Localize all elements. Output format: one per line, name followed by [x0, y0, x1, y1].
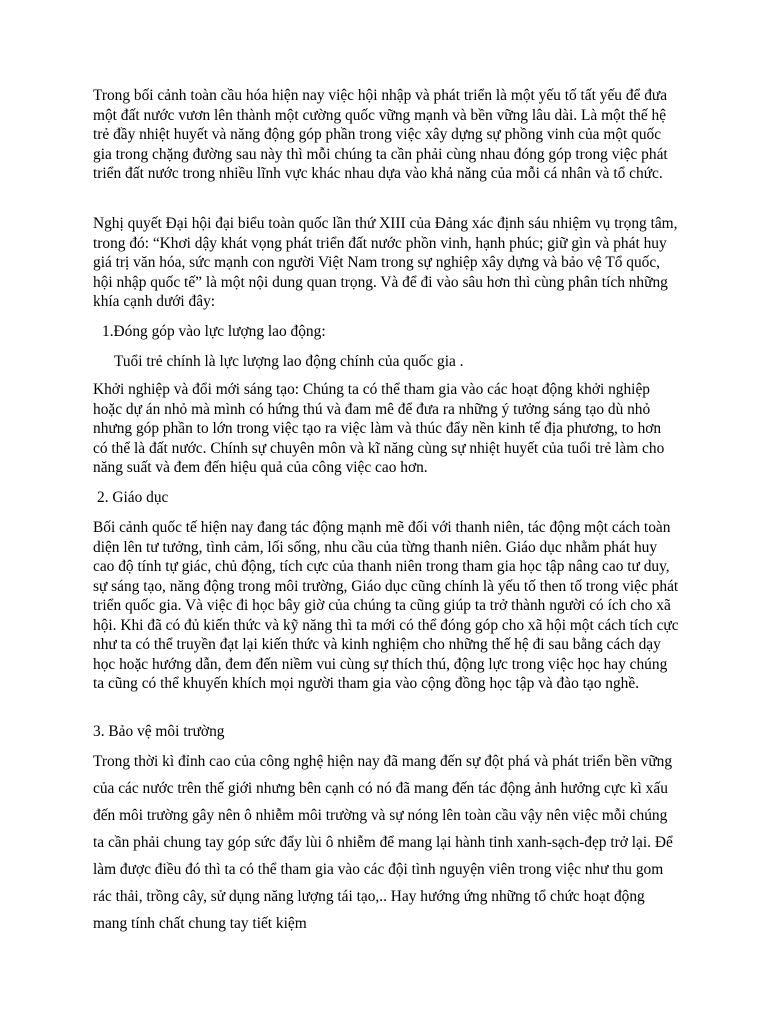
labor-paragraph: Tuổi trẻ chính là lực lượng lao động chính của quốc gia .: [114, 353, 464, 370]
section-heading-environment: 3. Bảo vệ môi trường: [93, 723, 225, 740]
section-heading-labor: 1.Đóng góp vào lực lượng lao động:: [102, 323, 326, 340]
section-heading-education: 2. Giáo dục: [97, 489, 169, 506]
resolution-paragraph: Nghị quyết Đại hội đại biểu toàn quốc lần thứ XIII của Đảng xác định sáu nhiệm vụ trọng tâm, trong đó: “Khơi dậy khát vọng phát triển đất nước phồn vinh, hạnh phúc; giữ gìn và phát huy giá trị văn hóa, sức mạnh con người Việt Nam trong sự nghiệp xây dựng và bảo vệ Tổ quốc, hội nhập quốc tế” là một nội dung quan trọng. Và để đi vào sâu hơn thì cùng phân tích những khía cạnh dưới đây:: [93, 215, 678, 310]
environment-paragraph: Trong thời kì đỉnh cao của công nghệ hiện nay đã mang đến sự đột phá và phát triển bền vững của các nước trên thế giới nhưng bên cạnh có nó đã mang đến tác động ảnh hưởng cực kì xấu đến môi trường gây nên ô nhiễm môi trường và sự nóng lên toàn cầu vậy nên việc mỗi chúng ta cần phải chung tay góp sức đẩy lùi ô nhiễm để mang lại hành tinh xanh-sạch-đẹp trở lại. Để làm được điều đó thì ta có thể tham gia vào các đội tình nguyện viên trong việc như thu gom rác thải, trồng cây, sử dụng năng lượng tái tạo,.. Hay hướng ứng những tổ chức hoạt động mang tính chất chung tay tiết kiệm: [93, 753, 673, 932]
startup-paragraph: Khởi nghiệp và đổi mới sáng tạo: Chúng ta có thể tham gia vào các hoạt động khởi nghiệp hoặc dự án nhỏ mà mình có hứng thú và đam mê để đưa ra những ý tưởng sáng tạo dù nhỏ nhưng góp phần to lớn trong việc tạo ra việc làm và thúc đẩy nền kinh tế địa phương, to hơn có thể là đất nước. Chính sự chuyên môn và kĩ năng cùng sự nhiệt huyết của tuổi trẻ làm cho năng suất và đem đến hiệu quả của công việc cao hơn.: [93, 381, 665, 476]
intro-paragraph: Trong bối cảnh toàn cầu hóa hiện nay việc hội nhập và phát triển là một yếu tố tất yếu để đưa một đất nước vươn lên thành một cường quốc vững mạnh và bền vững lâu dài. Là một thế hệ trẻ đầy nhiệt huyết và năng động góp phần trong việc xây dựng sự phồng vinh của một quốc gia trong chặng đường sau này thì mỗi chúng ta cần phải cùng nhau đóng góp trong việc phát triển đất nước trong nhiều lĩnh vực khác nhau dựa vào khả năng của mỗi cá nhân và tổ chức.: [93, 87, 668, 182]
education-paragraph: Bối cảnh quốc tế hiện nay đang tác động mạnh mẽ đối với thanh niên, tác động một cách toàn diện lên tư tưởng, tình cảm, lối sống, nhu cầu của từng thanh niên. Giáo dục nhằm phát huy cao độ tính tự giác, chủ động, tích cực của thanh niên trong tham gia học tập nâng cao tư duy, sự sáng tạo, năng động trong môi trường, Giáo dục cũng chính là yếu tố then tố trong việc phát triển quốc gia. Và việc đi học bây giờ của chúng ta cũng giúp ta trở thành người có ích cho xã hội. Khi đã có đủ kiến thức và kỹ năng thì ta mới có thể đóng góp cho xã hội một cách tích cực như ta có thể truyền đạt lại kiến thức và kinh nghiệm cho những thế hệ đi sau bằng cách dạy học hoặc hướng dẫn, đem đến niềm vui cùng sự thích thú, động lực trong việc học hay chúng ta cũng có thể khuyến khích mọi người tham gia vào cộng đồng học tập và đào tạo nghề.: [93, 519, 679, 692]
